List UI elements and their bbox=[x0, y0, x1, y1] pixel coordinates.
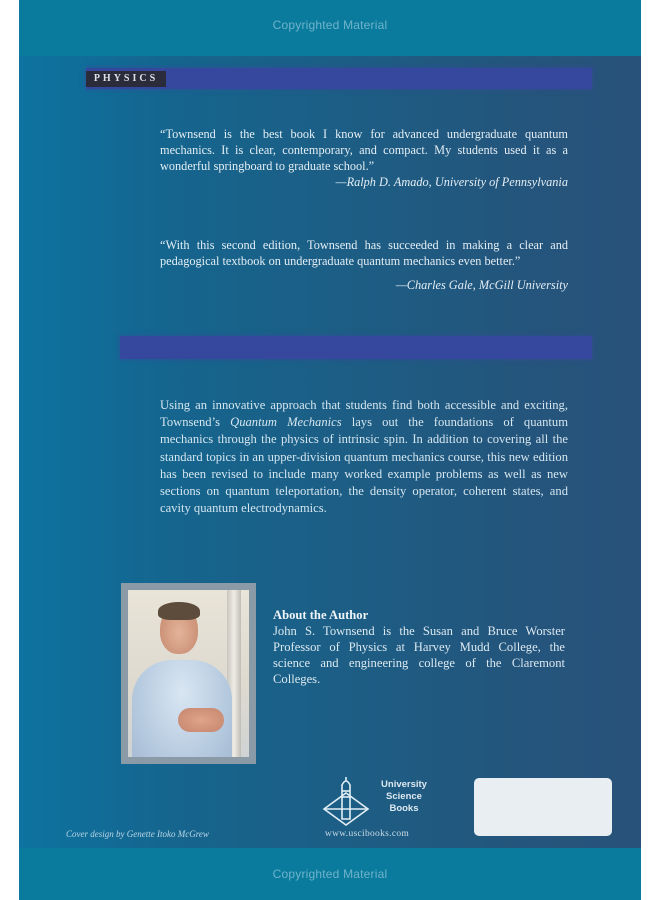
lighthouse-diamond-icon bbox=[316, 775, 376, 827]
about-author-title: About the Author bbox=[273, 608, 369, 622]
publisher-name: University Science Books bbox=[381, 779, 427, 814]
copyright-watermark-bottom: Copyrighted Material bbox=[272, 867, 388, 881]
review-quote-2 bbox=[160, 237, 568, 293]
publisher-logo bbox=[316, 775, 426, 827]
book-description bbox=[160, 397, 568, 517]
quote-text: “With this second edition, Townsend has succeeded in making a clear and pedagogical textbook on undergraduate quantum mechanics even better.” bbox=[160, 238, 568, 268]
author-photo-frame bbox=[121, 583, 256, 764]
review-quote-1 bbox=[160, 126, 568, 190]
cover-design-credit: Cover design by Genette Itoko McGrew bbox=[66, 829, 209, 839]
publisher-url: www.uscibooks.com bbox=[324, 829, 410, 839]
copyright-watermark-top: Copyrighted Material bbox=[272, 18, 388, 32]
barcode-placeholder bbox=[474, 778, 612, 836]
decorative-bar-middle bbox=[120, 336, 592, 359]
description-part2: lays out the foundations of quantum mechanics through the physics of intrinsic spin. In addition to covering all the standard topics in an upper-division quantum mechanics course, this new edition has been revised to include many worked example problems as well as new sections on quantum teleportation, the density operator, coherent states, and cavity quantum electrodynamics. bbox=[160, 415, 569, 516]
description-part1: Using an innovative approach that students find both accessible and exciting, Townsend’s bbox=[160, 398, 568, 430]
quote-text: “Townsend is the best book I know for advanced undergraduate quantum mechanics. It is clear, contemporary, and compact. My students used it as a wonderful springboard to graduate school.” bbox=[160, 127, 568, 173]
book-back-cover bbox=[19, 0, 641, 900]
quote-attribution: —Ralph D. Amado, University of Pennsylvania bbox=[335, 175, 568, 189]
quote-attribution: —Charles Gale, McGill University bbox=[395, 278, 568, 292]
about-author-text: John S. Townsend is the Susan and Bruce Worster Professor of Physics at Harvey Mudd College, the science and engineering college of the Claremont Colleges. bbox=[273, 624, 565, 686]
category-tag: PHYSICS bbox=[86, 71, 166, 87]
about-author bbox=[273, 607, 565, 687]
book-title: Quantum Mechanics bbox=[230, 415, 342, 430]
author-photo bbox=[128, 590, 249, 757]
